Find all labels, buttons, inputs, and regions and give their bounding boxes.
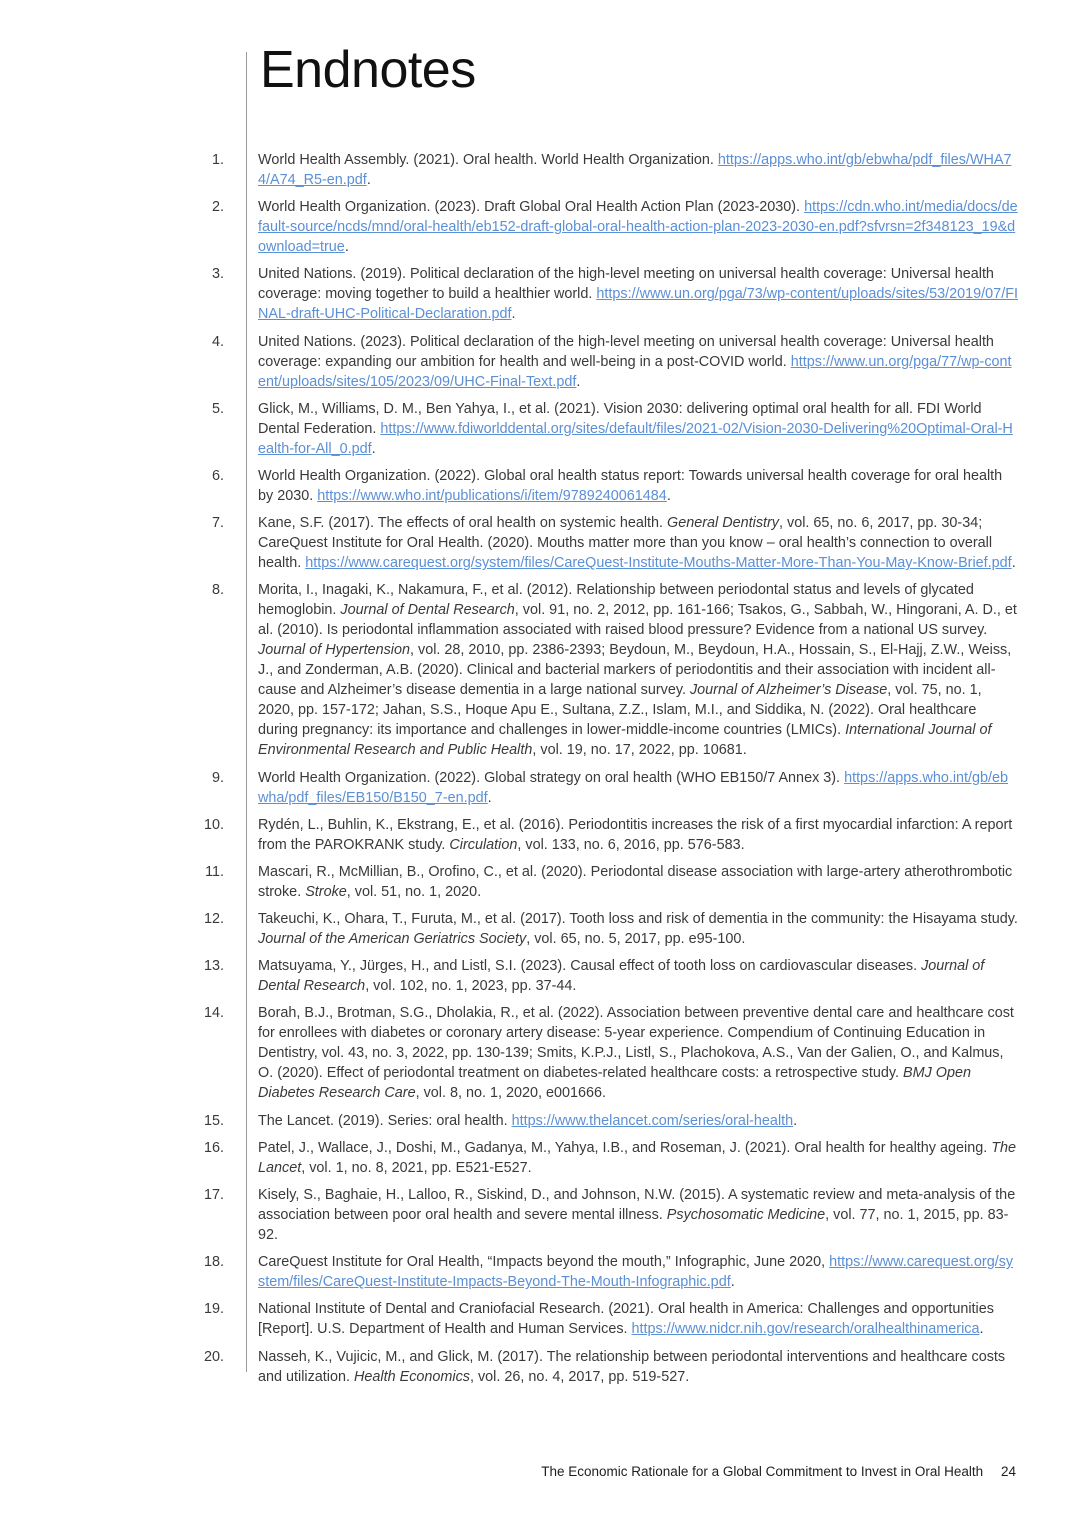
reference-link[interactable]: https://www.thelancet.com/series/oral-health [511,1112,794,1129]
endnote-text [258,515,1016,571]
endnote-item [0,768,1018,808]
endnote-number: 3. [211,266,224,283]
reference-link[interactable]: https://www.who.int/publications/i/item/9789240061484 [317,487,667,504]
citation-text: Morita, I., Inagaki, K., Nakamura, F., et al. (2012). Relationship between periodontal status and levels of glycated hemoglobin. [258,582,974,619]
citation-text: Nasseh, K., Vujicic, M., and Glick, M. (2017). The relationship between periodontal interventions and healthcare costs and utilization. [258,1348,1006,1385]
endnote-text [258,1301,994,1337]
endnote-number: 2. [211,199,224,216]
citation-text: Patel, J., Wallace, J., Doshi, M., Gadanya, M., Yahya, I.B., and Roseman, J. (2021). Oral health for healthy ageing. [258,1139,992,1156]
citation-text: . [511,306,516,323]
endnote-item [0,150,1018,190]
endnote-number: 1. [211,152,224,168]
endnote-text [258,266,1018,322]
reference-link[interactable]: https://www.nidcr.nih.gov/research/oralhealthinamerica [631,1321,980,1338]
endnote-text [258,770,1008,806]
citation-text: National Institute of Dental and Craniofacial Research. (2021). Oral health in America: Challenges and opportunities [Report]. U.S. Department of Health and Human Services. [258,1301,994,1338]
reference-link[interactable]: https://www.carequest.org/system/files/CareQuest-Institute-Impacts-Beyond-The-Mouth-Infographic.pdf [258,1254,1014,1291]
citation-text: . [1011,555,1016,572]
citation-text: , vol. 91, no. 2, 2012, pp. 161-166; Tsakos, G., Sabbah, W., Hingorani, A. D., et al. (2010). Is periodontal inflammation associated with raised blood pressure? Evidence from a national US survey. [258,602,1017,639]
endnotes-list [0,150,1080,1394]
publication-title: Journal of Dental Research [258,958,985,995]
citation-text: . [793,1112,798,1129]
citation-text: Kisely, S., Baghaie, H., Lalloo, R., Siskind, D., and Johnson, N.W. (2015). A systematic review and meta-analysis of the association between poor oral health and severe mental illness. [258,1187,1016,1223]
endnote-number: 9. [211,769,224,786]
reference-link[interactable]: https://cdn.who.int/media/docs/default-source/ncds/mnd/oral-health/eb152-draft-global-oral-health-action-plan-2023-2030-en.pdf?sfvrsn=2f348123_19&download=true [258,199,1018,256]
citation-text: United Nations. (2023). Political declaration of the high-level meeting on universal health coverage: Universal health coverage: expanding our ambition for health and well-being in a post-COVID world. [258,333,994,370]
publication-title: Stroke [305,883,347,900]
citation-text: . [979,1321,984,1338]
endnote-text [258,401,1013,457]
citation-text: Takeuchi, K., Ohara, T., Furuta, M., et al. (2017). Tooth loss and risk of dementia in the community: the Hisayama study. [258,911,1018,928]
citation-text: World Health Organization. (2022). Global oral health status report: Towards universal health coverage for oral health by 2030. [258,467,1003,504]
reference-link[interactable]: https://apps.who.int/gb/ebwha/pdf_files/WHA74/A74_R5-en.pdf [258,152,1012,188]
endnote-number: 8. [211,582,224,599]
endnote-number: 4. [211,333,224,350]
page-number: 24 [1000,1464,1016,1479]
citation-text: , vol. 77, no. 1, 2015, pp. 83-92. [258,1207,1009,1243]
citation-text: , vol. 65, no. 6, 2017, pp. 30-34; CareQuest Institute for Oral Health. (2020). Mouths matter more than you know – oral health’s connection to overall health. [258,515,993,572]
reference-link[interactable]: https://www.un.org/pga/77/wp-content/uploads/sites/105/2023/09/UHC-Final-Text.pdf [258,353,1012,390]
page-footer [541,1464,1016,1479]
endnote-number: 5. [211,400,224,417]
endnote-item [0,1138,1018,1178]
citation-text: , vol. 28, 2010, pp. 2386-2393; Beydoun, M., Beydoun, H.A., Hossain, S., El-Hajj, Z.W., Weiss, J., and Zonderman, A.B. (2020). Clinical and bacterial markers of periodontitis and their association with incident all-cause and Alzheimer’s disease dementia in a large national survey. [258,642,1012,699]
publication-title: BMJ Open Diabetes Research Care [258,1065,971,1102]
endnote-text [258,334,1012,390]
endnote-number: 19. [203,1301,224,1318]
endnote-item [0,1185,1018,1245]
citation-text: Kane, S.F. (2017). The effects of oral health on systemic health. [258,515,668,532]
citation-text: Borah, B.J., Brotman, S.G., Dholakia, R., et al. (2022). Association between preventive dental care and healthcare cost for enrollees with diabetes or coronary artery disease: 5-year experience. Compendium of Continuing Education in Dentistry, vol. 43, no. 3, 2022, pp. 130-139; Smits, K.P.J., Listl, S., Plachokova, A.S., Van der Galien, O., and Kalmus, O. (2020). Effect of periodontal treatment on diabetes-related healthcare costs: a retrospective study. [258,1005,1014,1082]
publication-title: Health Economics [354,1368,470,1385]
citation-text: . [666,487,671,504]
citation-text: , vol. 65, no. 5, 2017, pp. e95-100. [526,931,746,948]
endnote-item [0,1003,1018,1103]
citation-text: . [344,239,349,256]
citation-text: , vol. 19, no. 17, 2022, pp. 10681. [532,742,747,759]
citation-text: , vol. 51, no. 1, 2020. [346,883,482,900]
citation-text: Matsuyama, Y., Jürges, H., and Listl, S.I. (2023). Causal effect of tooth loss on cardiovascular diseases. [258,958,922,975]
endnote-text [258,958,984,994]
endnote-item [0,1347,1018,1387]
endnote-item [0,332,1018,392]
endnote-item [0,513,1018,573]
publication-title: The Lancet [258,1139,1017,1176]
endnote-text [258,1113,797,1129]
citation-text: Rydén, L., Buhlin, K., Ekstrang, E., et al. (2016). Periodontitis increases the risk of a first myocardial infarction: A report from the PAROKRANK study. [258,816,1013,853]
endnote-number: 14. [203,1005,224,1022]
endnote-number: 10. [203,816,224,833]
endnote-number: 12. [203,911,224,928]
publication-title: Circulation [449,836,518,853]
endnote-text [258,911,1018,947]
endnote-number: 6. [211,467,224,484]
publication-title: International Journal of Environmental Research and Public Health [258,722,992,759]
endnote-text [258,199,1018,255]
page-title: Endnotes [260,41,476,99]
endnote-item [0,466,1018,506]
endnote-number: 17. [203,1187,224,1203]
citation-text: . [487,789,492,806]
endnote-text [258,1254,1013,1290]
endnote-item [0,1252,1018,1292]
endnote-text [258,1187,1015,1243]
publication-title: Journal of the American Geriatrics Society [258,931,527,948]
endnote-item [0,862,1018,902]
citation-text: Mascari, R., McMillian, B., Orofino, C., et al. (2020). Periodontal disease association with large-artery atherothrombotic stroke. [258,863,1013,900]
endnote-text [258,1005,1014,1101]
endnote-number: 13. [203,958,224,975]
citation-text: , vol. 26, no. 4, 2017, pp. 519-527. [469,1368,690,1385]
citation-text: , vol. 75, no. 1, 2020, pp. 157-172; Jahan, S.S., Hoque Apu E., Sultana, Z.Z., Islam, M.I., and Siddika, N. (2022). Oral healthcare during pregnancy: its importance and challenges in lower-middle-income countries (LMICs). [258,682,982,739]
citation-text: . [730,1274,735,1291]
endnote-text [258,817,1012,853]
endnote-text [258,1349,1005,1385]
citation-text: . [371,440,376,457]
endnote-text [258,582,1017,758]
citation-text: . [366,172,371,188]
citation-text: CareQuest Institute for Oral Health, “Impacts beyond the mouth,” Infographic, June 2020, [258,1254,830,1271]
citation-text: World Health Organization. (2023). Draft Global Oral Health Action Plan (2023-2030). [258,199,805,216]
endnote-number: 16. [203,1139,224,1156]
endnote-item [0,909,1018,949]
citation-text: Glick, M., Williams, D. M., Ben Yahya, I., et al. (2021). Vision 2030: delivering optimal oral health for all. FDI World Dental Federation. [258,400,982,437]
endnote-item [0,1299,1018,1339]
reference-link[interactable]: https://www.fdiworlddental.org/sites/default/files/2021-02/Vision-2030-Delivering%20Optimal-Oral-Health-for-All_0.pdf [258,420,1013,457]
citation-text: World Health Assembly. (2021). Oral health. World Health Organization. [258,152,718,168]
endnote-item [0,1111,1018,1131]
endnote-number: 20. [203,1348,224,1365]
endnote-text [258,152,1012,188]
endnote-item [0,399,1018,459]
endnote-text [258,468,1002,504]
publication-title: Journal of Alzheimer’s Disease [689,682,888,699]
citation-text: United Nations. (2019). Political declaration of the high-level meeting on universal health coverage: Universal health coverage: moving together to build a healthier world. [258,266,994,303]
endnote-number: 7. [211,515,224,532]
endnote-text [258,864,1012,900]
reference-link[interactable]: https://apps.who.int/gb/ebwha/pdf_files/EB150/B150_7-en.pdf [258,769,1009,806]
citation-text: . [576,373,581,390]
reference-link[interactable]: https://www.carequest.org/system/files/CareQuest-Institute-Mouths-Matter-More-Than-You-May-Know-Brief.pdf [305,555,1012,572]
publication-title: General Dentistry [667,515,780,532]
endnote-number: 11. [205,863,224,880]
citation-text: , vol. 102, no. 1, 2023, pp. 37-44. [365,978,577,995]
endnote-item [0,197,1018,257]
citation-text: The Lancet. (2019). Series: oral health. [258,1112,512,1129]
endnote-item [0,264,1018,324]
endnote-item [0,815,1018,855]
reference-link[interactable]: https://www.un.org/pga/73/wp-content/uploads/sites/53/2019/07/FINAL-draft-UHC-Political-Declaration.pdf [258,286,1018,323]
citation-text: , vol. 8, no. 1, 2020, e001666. [415,1085,607,1102]
citation-text: , vol. 1, no. 8, 2021, pp. E521-E527. [301,1159,532,1176]
publication-title: Psychosomatic Medicine [666,1207,826,1223]
endnote-number: 18. [203,1254,224,1271]
citation-text: , vol. 133, no. 6, 2016, pp. 576-583. [517,836,745,853]
footer-title: The Economic Rationale for a Global Commitment to Invest in Oral Health [541,1464,984,1479]
citation-text: World Health Organization. (2022). Global strategy on oral health (WHO EB150/7 Annex 3). [258,769,845,786]
publication-title: Journal of Dental Research [340,602,515,619]
endnote-item [0,956,1018,996]
endnote-item [0,580,1018,760]
endnote-number: 15. [203,1112,224,1129]
endnote-text [258,1140,1016,1176]
publication-title: Journal of Hypertension [258,642,410,659]
